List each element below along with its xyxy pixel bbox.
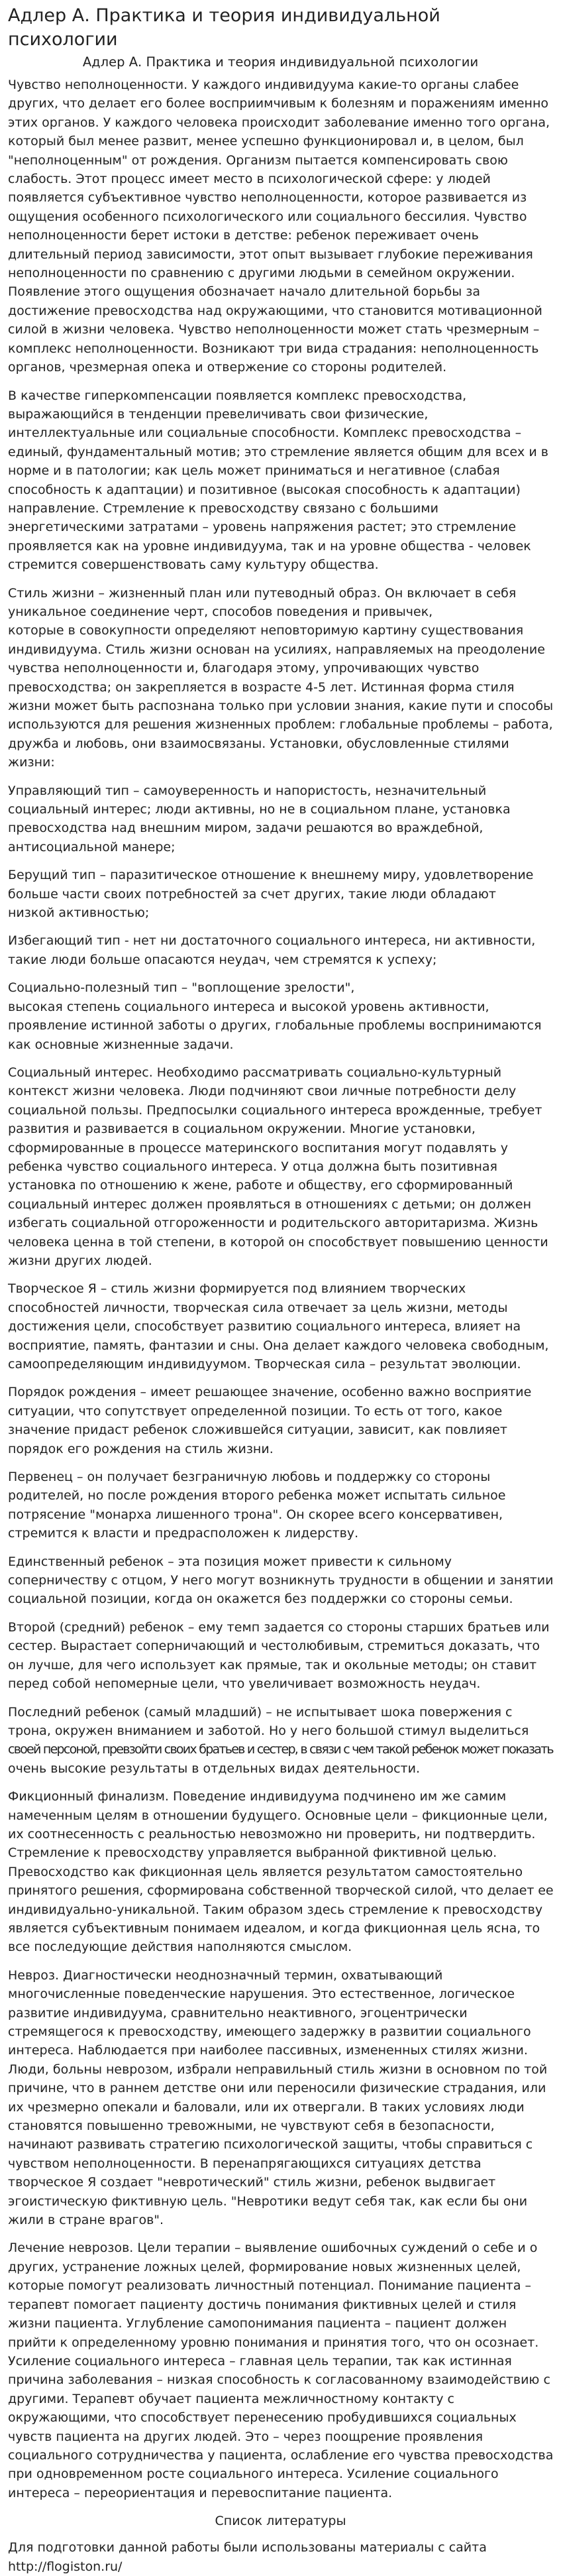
paragraph-line: дружба и любовь, они взаимосвязаны. Установки, обусловленные стилями <box>8 736 509 751</box>
article-paragraph <box>8 866 553 922</box>
paragraph-line: Второй (средний) ребенок – ему темп задается со стороны старших братьев или <box>8 1619 550 1635</box>
paragraph-line: Социально-полезный тип – "воплощение зрелости", <box>8 980 355 996</box>
paragraph-line: ребенка чувство социального интереса. У отца должна быть позитивная <box>8 1159 497 1174</box>
bibliography-title: Список литературы <box>215 2514 346 2529</box>
paragraph-line: соперничеству с отцом, У него могут возникнуть трудности в общении и занятии <box>8 1573 554 1588</box>
paragraph-line: Лечение неврозов. Цели терапии – выявление ошибочных суждений о себе и о <box>8 2241 538 2256</box>
paragraph-line: который был менее развит, менее успешно функционировал и, в целом, был <box>8 134 524 149</box>
paragraph-line: их чрезмерно опекали и баловали, или их отвергали. В таких условиях люди <box>8 2099 525 2115</box>
paragraph-line: стремится совершенствовать саму культуру общества. <box>8 557 379 573</box>
article-paragraph <box>8 1063 553 1270</box>
paragraph-line: социальный интерес; люди активны, но не в социальном плане, установка <box>8 802 511 817</box>
paragraph-line: Социальный интерес. Необходимо рассматривать социально-культурный <box>8 1065 502 1080</box>
paragraph-line: уникальное соединение черт, способов поведения и привычек, <box>8 604 433 619</box>
paragraph-line: он лучше, для чего использует как прямые, так и окольные методы; он ставит <box>8 1657 537 1672</box>
paragraph-line: выражающийся в тенденции превеличивать свои физические, <box>8 406 429 422</box>
paragraph-line: при одновременном росте социального интереса. Усиление социального <box>8 2467 499 2482</box>
paragraph-line: как основные жизненные задачи. <box>8 1037 234 1052</box>
paragraph-line: восприятие, память, фантазии и сны. Она делает каждого человека свободным, <box>8 1338 549 1353</box>
paragraph-line: намеченным целям в отношении будущего. Основные цели – фикционные цели, <box>8 1808 548 1823</box>
paragraph-line: является субъективным понимаем идеалом, и когда фикционная цель ясна, то <box>8 1920 540 1936</box>
article-paragraph <box>8 1468 553 1543</box>
article-paragraph <box>8 584 553 772</box>
paragraph-line: Порядок рождения – имеет решающее значение, особенно важно восприятие <box>8 1385 532 1400</box>
paragraph-line: избегать социальной отгороженности и родительского авторитаризма. Жизнь <box>8 1216 538 1231</box>
paragraph-line: терапевт помогает пациенту достичь понимания фиктивных целей и стиля <box>8 2297 517 2312</box>
paragraph-line: творческое Я создает "невротический" стиль жизни, ребенок выдвигает <box>8 2175 496 2190</box>
article-subtitle: Адлер А. Практика и теория индивидуальной психологии <box>82 54 479 70</box>
paragraph-line: антисоциальной манере; <box>8 839 176 854</box>
paragraph-line: человека ценна в той степени, в которой он способствует повышению ценности <box>8 1234 548 1250</box>
article-paragraph <box>8 76 553 377</box>
paragraph-line: индивидуально-уникальной. Таким образом здесь стремление к превосходству <box>8 1902 543 1917</box>
paragraph-line: других, устранение ложных целей, формирование новых жизненных целей, <box>8 2259 521 2274</box>
article-body <box>8 76 553 2502</box>
paragraph-line: В качестве гиперкомпенсации появляется комплекс превосходства, <box>8 388 467 403</box>
article-paragraph <box>8 1787 553 1957</box>
paragraph-line: появляется субъективное чувство неполноценности, которое развивается из <box>8 190 527 205</box>
paragraph-line: чувств пациента на других людей. Это – через поощрение проявления <box>8 2429 484 2444</box>
paragraph-line: энергетическими затратами – уровень напряжения растет; это стремление <box>8 520 517 535</box>
paragraph-line: другими. Терапевт обучает пациента межличностному контакту с <box>8 2391 454 2406</box>
paragraph-line: чувства неполноценности и, благодаря этому, упрочивающих чувство <box>8 661 480 676</box>
paragraph-line: Первенец – он получает безграничную любовь и поддержку со стороны <box>8 1470 491 1485</box>
paragraph-line: других, что делает его более восприимчивым к болезням и поражениям именно <box>8 96 549 111</box>
source-link[interactable]: http://flogiston.ru/ <box>8 2559 123 2574</box>
article-paragraph <box>8 1383 553 1458</box>
paragraph-line: способностей личности, творческая сила отвечает за цель жизни, методы <box>8 1300 508 1315</box>
article-paragraph <box>8 931 553 969</box>
paragraph-line: неполноценности по сравнению с другими людьми в семейном окружении. <box>8 266 515 281</box>
paragraph-line: Стиль жизни – жизненный план или путеводный образ. Он включает в себя <box>8 585 517 601</box>
paragraph-line: социальный интерес должен проявляться в отношениях с детьми; он должен <box>8 1197 532 1212</box>
paragraph-line: их соотнесенность с реальностью невозможно ни проверить, ни подтвердить. <box>8 1826 536 1842</box>
article-paragraph <box>8 1703 553 1779</box>
paragraph-line: жизни: <box>8 755 55 770</box>
paragraph-line: используются для решения жизненных проблем: глобальные проблемы – работа, <box>8 717 553 732</box>
paragraph-line: стремится к власти и предрасположен к лидерству. <box>8 1526 359 1541</box>
article-paragraph <box>8 1552 553 1609</box>
paragraph-line: Превосходство как фикционная цель является результатом самостоятельно <box>8 1864 523 1879</box>
paragraph-line: значение придаст ребенок сложившейся ситуации, зависит, как повлияет <box>8 1423 507 1438</box>
paragraph-line: проявляется как на уровне индивидуума, так и на уровне общества - человек <box>8 538 531 554</box>
paragraph-line: интеллектуальные или социальные способности. Комплекс превосходства – <box>8 426 522 441</box>
source-note <box>8 2538 553 2576</box>
paragraph-line: органов, чрезмерная опека и отвержение со стороны родителей. <box>8 360 447 375</box>
paragraph-line: достижения цели, способствует развитию социального интереса, влияет на <box>8 1319 521 1334</box>
paragraph-line: социальной пользы. Предпосылки социального интереса врожденные, требует <box>8 1102 542 1118</box>
paragraph-line: Избегающий тип - нет ни достаточного социального интереса, ни активности, <box>8 933 536 949</box>
article-paragraph <box>8 2239 553 2502</box>
paragraph-line: жизни пациента. Углубление самопонимания пациента – пациент должен <box>8 2316 507 2331</box>
paragraph-line: причине, что в раннем детстве они или переносили физические страдания, или <box>8 2081 546 2096</box>
paragraph-line: Единственный ребенок – эта позиция может привести к сильному <box>8 1554 452 1569</box>
paragraph-line: потрясение "монарха лишенного трона". Он скорее всего консервативен, <box>8 1507 503 1522</box>
paragraph-line: проявление истинной заботы о других, глобальные проблемы воспринимаются <box>8 1018 542 1033</box>
paragraph-line: жили в стране врагов". <box>8 2213 164 2228</box>
paragraph-line: такие люди больше опасаются неудач, чем стремятся к успеху; <box>8 952 437 967</box>
paragraph-line: Появление этого ощущения обозначает начало длительной борьбы за <box>8 284 481 300</box>
paragraph-line: жизни других людей. <box>8 1253 152 1268</box>
paragraph-line: ситуации, что сопутствует определенной позиции. То есть от того, какое <box>8 1403 503 1419</box>
paragraph-line: жизни может быть распознана только при условии знания, какие пути и способы <box>8 699 554 713</box>
article-paragraph <box>8 1966 553 2230</box>
paragraph-line: порядок его рождения на стиль жизни. <box>8 1441 274 1456</box>
paragraph-line: силой в жизни человека. Чувство неполноценности может стать чрезмерным – <box>8 322 540 337</box>
paragraph-line: Берущий тип – паразитическое отношение к внешнему миру, удовлетворение <box>8 868 534 883</box>
paragraph-line: перед собой непомерные цели, что увеличивает возможность неудач. <box>8 1676 481 1692</box>
paragraph-line: единый, фундаментальный мотив; это стремление является общим для всех и в <box>8 444 548 459</box>
paragraph-line: Стремление к превосходству управляется выбранной фиктивной целью. <box>8 1845 497 1861</box>
paragraph-line: стремящегося к превосходству, имеющего задержку в развитии социального <box>8 2024 531 2039</box>
paragraph-line: интереса. Наблюдается при наиболее пассивных, измененных стилях жизни. <box>8 2043 528 2058</box>
paragraph-line: прийти к определенному уровню понимания и принятия того, что он осознает. <box>8 2335 539 2350</box>
paragraph-line: длительный период зависимости, этот опыт вызывает глубокие переживания <box>8 247 533 262</box>
paragraph-line: установка по отношению к жене, работе и обществу, его сформированный <box>8 1178 513 1193</box>
paragraph-line: превосходства; он закрепляется в возрасте 4-5 лет. Истинная форма стиля <box>8 679 515 695</box>
paragraph-line: Усиление социального интереса – главная цель терапии, так как истинная <box>8 2353 512 2369</box>
paragraph-line: направление. Стремление к превосходству связано с большими <box>8 500 438 516</box>
paragraph-line: все последующие действия наполняются смыслом. <box>8 1940 352 1955</box>
page-title: Адлер А. Практика и теория индивидуальной психологии <box>8 5 440 50</box>
paragraph-line: норме и в патологии; как цель может приниматься и негативное (слабая <box>8 463 500 479</box>
paragraph-line: способность к адаптации) и позитивное (высокая способность к адаптации) <box>8 482 521 497</box>
paragraph-line: многочисленные поведенческие нарушения. Это естественное, логическое <box>8 1987 515 2002</box>
paragraph-line: причина заболевания – низкая способность к согласованному взаимодействию с <box>8 2372 550 2388</box>
paragraph-line: Творческое Я – стиль жизни формируется под влиянием творческих <box>8 1281 466 1297</box>
paragraph-line: социального сотрудничества у пациента, ослабление его чувства превосходства <box>8 2447 554 2463</box>
paragraph-line: Последний ребенок (самый младший) – не испытывает шока повержения с <box>8 1704 513 1720</box>
paragraph-line: слабость. Этот процесс имеет место в психологической сфере: у людей <box>8 172 491 187</box>
paragraph-line: Фикционный финализм. Поведение индивидуума подчинено им же самим <box>8 1789 507 1804</box>
paragraph-line: сформированные в процессе материнского воспитания могут подавлять у <box>8 1140 508 1155</box>
paragraph-line: окружающими, что способствует перенесению пробудившихся социальных <box>8 2410 517 2426</box>
paragraph-line: Чувство неполноценности. У каждого индивидуума какие-то органы слабее <box>8 78 519 92</box>
paragraph-line: начинают развивать стратегию психологической защиты, чтобы справиться с <box>8 2137 533 2152</box>
article-paragraph <box>8 978 553 1054</box>
paragraph-line: родителей, но после рождения второго ребенка может испытать сильное <box>8 1488 506 1503</box>
paragraph-line: сестер. Вырастает соперничающий и честолюбивым, стремиться доказать, что <box>8 1639 540 1654</box>
source-text: Для подготовки данной работы были использованы материалы с сайта <box>8 2540 487 2555</box>
paragraph-line: становятся повышенно тревожными, не чувствуют себя в безопасности, <box>8 2119 495 2134</box>
paragraph-line: этих органов. У каждого человека происходит заболевание именно того органа, <box>8 115 550 130</box>
paragraph-line: ощущения особенного психологического или социального бессилия. Чувство <box>8 209 527 224</box>
paragraph-line: превосходства над внешним миром, задачи решаются во враждебной, <box>8 821 484 836</box>
paragraph-line: развитие индивидуума, сравнительно неактивного, эгоцентрически <box>8 2005 468 2020</box>
paragraph-line: самоопределяющим индивидуумом. Творческая сила – результат эволюции. <box>8 1357 521 1372</box>
article-paragraph <box>8 782 553 857</box>
paragraph-line: Невроз. Диагностически неоднозначный термин, охватывающий <box>8 1967 443 1983</box>
paragraph-line: трона, окружен вниманием и заботой. Но у него большой стимул выделиться <box>8 1723 529 1738</box>
paragraph-line: чувством неполноценности. В перенапрягающихся ситуациях детства <box>8 2156 482 2171</box>
paragraph-line: эгоистическую фиктивную цель. "Невротики ведут себя так, как если бы они <box>8 2194 528 2209</box>
article-paragraph <box>8 1618 553 1694</box>
paragraph-line: которые помогут реализовать личностный потенциал. Понимание пациента – <box>8 2278 532 2294</box>
paragraph-line: социальной позиции, когда он окажется без поддержки со стороны семьи. <box>8 1592 513 1607</box>
article-paragraph <box>8 386 553 575</box>
paragraph-line: контекст жизни человека. Люди подчиняют свои личные потребности делу <box>8 1084 517 1099</box>
paragraph-line: принятого решения, сформирована собственной творческой силой, что делает ее <box>8 1883 554 1899</box>
paragraph-line: "неполноценным" от рождения. Организм пытается компенсировать свою <box>8 152 508 168</box>
paragraph-line: индивидуума. Стиль жизни основан на усилиях, направляемых на преодоление <box>8 642 545 657</box>
paragraph-line: низкой активностью; <box>8 906 150 921</box>
paragraph-line: комплекс неполноценности. Возникают три вида страдания: неполноценность <box>8 341 539 356</box>
paragraph-line: достижение превосходства над окружающими, что становится мотивационной <box>8 303 542 318</box>
article-paragraph <box>8 1279 553 1374</box>
paragraph-line: своей персоной, превзойти своих братьев и сестер, в связи с чем такой ребенок может показать <box>8 1742 553 1757</box>
paragraph-line: очень высокие результаты в отдельных видах деятельности. <box>8 1761 420 1776</box>
paragraph-line: больше части своих потребностей за счет других, такие люди обладают <box>8 886 496 902</box>
paragraph-line: которые в совокупности определяют неповторимую картину существования <box>8 623 524 638</box>
paragraph-line: развития и развивается в социальном окружении. Многие установки, <box>8 1122 476 1137</box>
paragraph-line: высокая степень социального интереса и высокой уровень активности, <box>8 999 489 1014</box>
paragraph-line: неполноценности берет истоки в детстве: ребенок переживает очень <box>8 228 479 243</box>
paragraph-line: Управляющий тип – самоуверенность и напористость, незначительный <box>8 783 487 798</box>
paragraph-line: Люди, больны неврозом, избрали неправильный стиль жизни в основном по той <box>8 2062 548 2077</box>
paragraph-line: интереса – переориентация и перевоспитание пациента. <box>8 2485 393 2500</box>
